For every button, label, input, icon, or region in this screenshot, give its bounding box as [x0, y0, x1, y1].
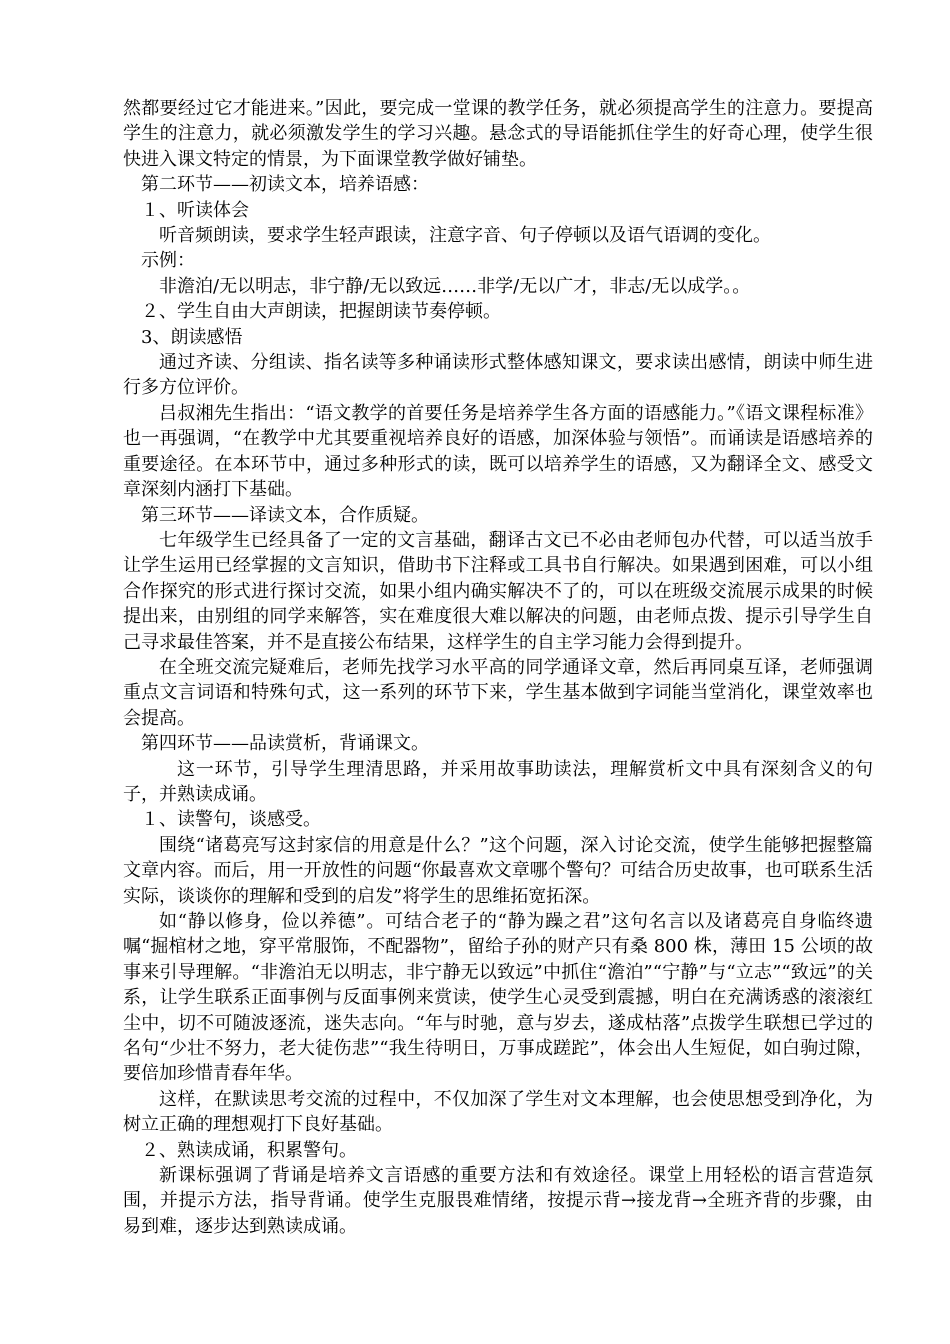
paragraph-family-letter-question: 围绕“诸葛亮写这封家信的用意是什么？”这个问题，深入讨论交流，使学生能够把握整篇文章内容。而后，用一开放性的问题“你最喜欢文章哪个警句？可结合历史故事，也可联系生活实际，谈谈你的理解和受到的启发”将学生的思维拓宽拓深。	[123, 834, 873, 907]
paragraph-reading-forms: 通过齐读、分组读、指名读等多种诵读形式整体感知课文，要求读出感情，朗读中师生进行多方位评价。	[123, 352, 873, 399]
paragraph-maxim-examples: 如“静以修身，俭以养德”。可结合老子的“静为躁之君”这句名言以及诸葛亮自身临终遗嘱“掘棺材之地，穿平常服饰，不配器物”，留给子孙的财产只有桑 800 株，薄田 15 公顷的故事来引导理解。“非澹泊无以明志，非宁静无以致远”中抓住“澹泊”“宁静”与“立志”“致远”的关系，让学生联系正面事例与反面事例来赏读，使学生心灵受到震撼，明白在充满诱惑的滚滚红尘中，切不可随波逐流，迷失志向。“年与时驰，意与岁去，遂成枯落”点拨学生联想已学过的名句“少壮不努力，老大徒伤悲”“我生待明日，万事成蹉跎”，体会出人生短促，如白驹过隙，要倍加珍惜青春年华。	[123, 911, 873, 1085]
paragraph-grade7-translation: 七年级学生已经具备了一定的文言基础，翻译古文已不必由老师包办代替，可以适当放手让学生运用已经掌握的文言知识，借助书下注释或工具书自行解决。如果遇到困难，可以小组合作探究的形式进行探讨交流，如果小组内确实解决不了的，可以在班级交流展示成果的时候提出来，由别组的同学来解答，实在难度很大难以解决的问题，由老师点拨、提示引导学生自己寻求最佳答案，并不是直接公布结果，这样学生的自主学习能力会得到提升。	[123, 529, 873, 653]
subheading-read-feel: 3、朗读感悟	[141, 326, 243, 348]
subheading-free-read: ２、学生自由大声朗读，把握朗读节奏停顿。	[141, 301, 501, 323]
subheading-read-maxims: １、读警句，谈感受。	[141, 809, 321, 831]
paragraph-class-exchange: 在全班交流完疑难后，老师先找学习水平高的同学通译文章，然后再同桌互译，老师强调重点文言词语和特殊句式，这一系列的环节下来，学生基本做到字词能当堂消化，课堂效率也会提高。	[123, 656, 873, 729]
heading-section-4: 第四环节——品读赏析，背诵课文。	[141, 733, 429, 755]
heading-section-2: 第二环节——初读文本，培养语感：	[141, 174, 429, 196]
paragraph-recitation-method: 新课标强调了背诵是培养文言语感的重要方法和有效途径。课堂上用轻松的语言营造氛围，并提示方法，指导背诵。使学生克服畏难情绪，按提示背→接龙背→全班齐背的步骤，由易到难，逐步达到熟读成诵。	[123, 1165, 873, 1237]
paragraph-example-text: 非澹泊/无以明志，非宁静/无以致远……非学/无以广才，非志/无以成学。。	[159, 275, 751, 297]
paragraph-intro-continuation: 然都要经过它才能进来。”因此，要完成一堂课的教学任务，就必须提高学生的注意力。要提高学生的注意力，就必须激发学生的学习兴趣。悬念式的导语能抓住学生的好奇心理，使学生很快进入课文特定的情景，为下面课堂教学做好铺垫。	[123, 98, 873, 170]
subheading-recite: ２、熟读成诵，积累警句。	[141, 1139, 357, 1161]
subheading-listen-read: １、听读体会	[141, 199, 249, 221]
paragraph-section-4-intro: 这一环节，引导学生理清思路，并采用故事助读法，理解赏析文中具有深刻含义的句子，并熟读成诵。	[123, 758, 873, 805]
label-example: 示例：	[141, 250, 195, 272]
paragraph-listen-audio: 听音频朗读，要求学生轻声跟读，注意字音、句子停顿以及语气语调的变化。	[159, 225, 771, 247]
document-body	[123, 96, 873, 1239]
paragraph-silent-reading: 这样，在默读思考交流的过程中，不仅加深了学生对文本理解，也会使思想受到净化，为树立正确的理想观打下良好基础。	[123, 1088, 873, 1136]
paragraph-lv-shuxiang-quote: 吕叔湘先生指出：“语文教学的首要任务是培养学生各方面的语感能力。”《语文课程标准》也一再强调，“在教学中尤其要重视培养良好的语感，加深体验与领悟”。而诵读是语感培养的重要途径。在本环节中，通过多种形式的读，既可以培养学生的语感，又为翻译全文、感受文章深刻内涵打下基础。	[123, 402, 873, 501]
heading-section-3: 第三环节——译读文本，合作质疑。	[141, 504, 429, 526]
